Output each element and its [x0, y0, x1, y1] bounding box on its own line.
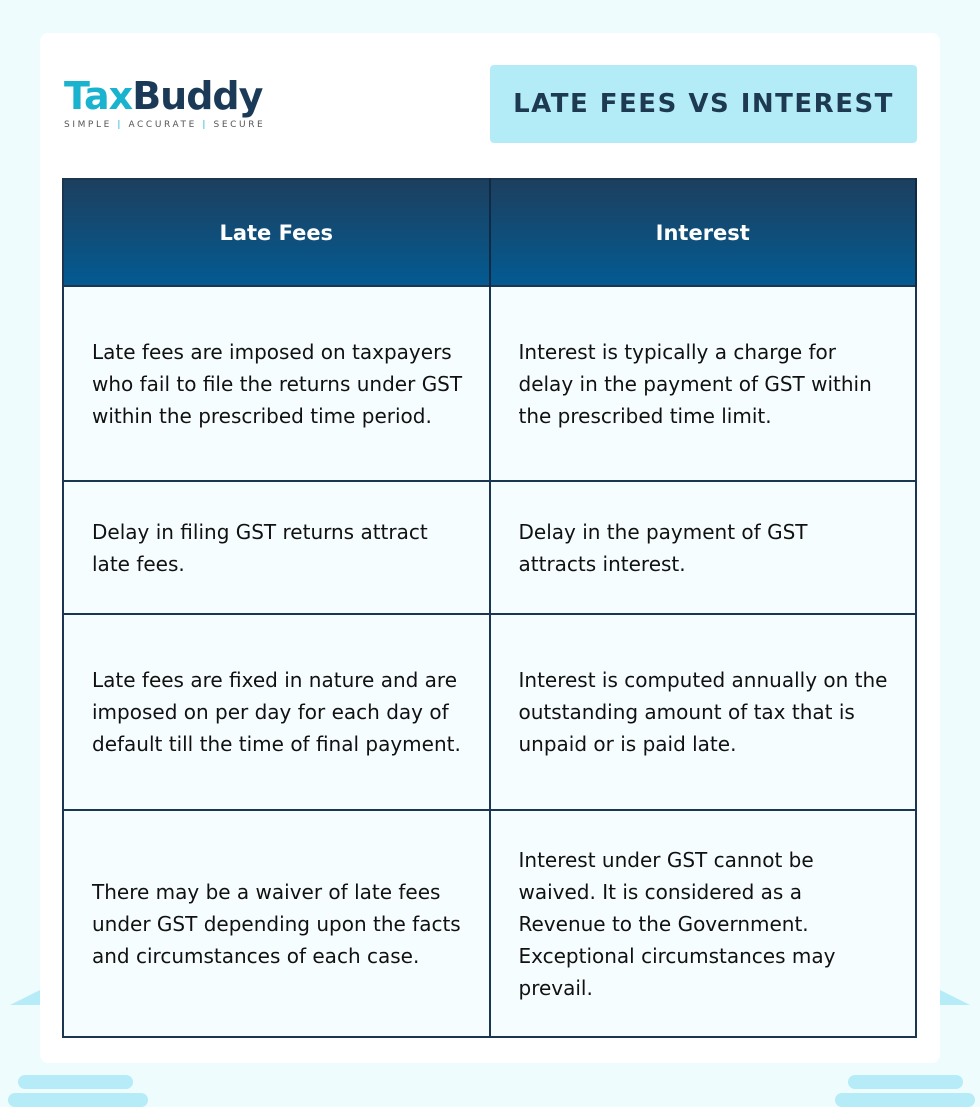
table-row	[63, 614, 916, 810]
pillar-base-left-2	[8, 1093, 148, 1107]
comparison-table	[62, 178, 917, 1038]
table-header-row	[63, 179, 916, 286]
header-late-fees: Late Fees	[63, 179, 490, 286]
cell-late-fees: Late fees are imposed on taxpayers who fail to file the returns under GST within the prescribed time period.	[63, 286, 490, 481]
cell-late-fees: Late fees are fixed in nature and are imposed on per day for each day of default till the time of final payment.	[63, 614, 490, 810]
cell-late-fees: Delay in filing GST returns attract late fees.	[63, 481, 490, 614]
page-title: LATE FEES VS INTEREST	[490, 65, 917, 143]
logo-buddy: Buddy	[132, 74, 263, 118]
cell-interest: Interest is typically a charge for delay in the payment of GST within the prescribed time limit.	[490, 286, 917, 481]
logo-tagline: SIMPLE | ACCURATE | SECURE	[64, 120, 266, 130]
taxbuddy-logo	[64, 76, 265, 130]
logo-tax: Tax	[64, 74, 133, 118]
table-row	[63, 810, 916, 1037]
pillar-base-left	[18, 1075, 133, 1089]
cell-late-fees: There may be a waiver of late fees under GST depending upon the facts and circumstances of each case.	[63, 810, 490, 1037]
table-row	[63, 286, 916, 481]
table-row	[63, 481, 916, 614]
cell-interest: Delay in the payment of GST attracts interest.	[490, 481, 917, 614]
cell-interest: Interest is computed annually on the outstanding amount of tax that is unpaid or is paid late.	[490, 614, 917, 810]
pillar-base-right	[848, 1075, 963, 1089]
cell-interest: Interest under GST cannot be waived. It is considered as a Revenue to the Government. Exceptional circumstances may prevail.	[490, 810, 917, 1037]
pillar-base-right-2	[835, 1093, 975, 1107]
header-interest: Interest	[490, 179, 917, 286]
